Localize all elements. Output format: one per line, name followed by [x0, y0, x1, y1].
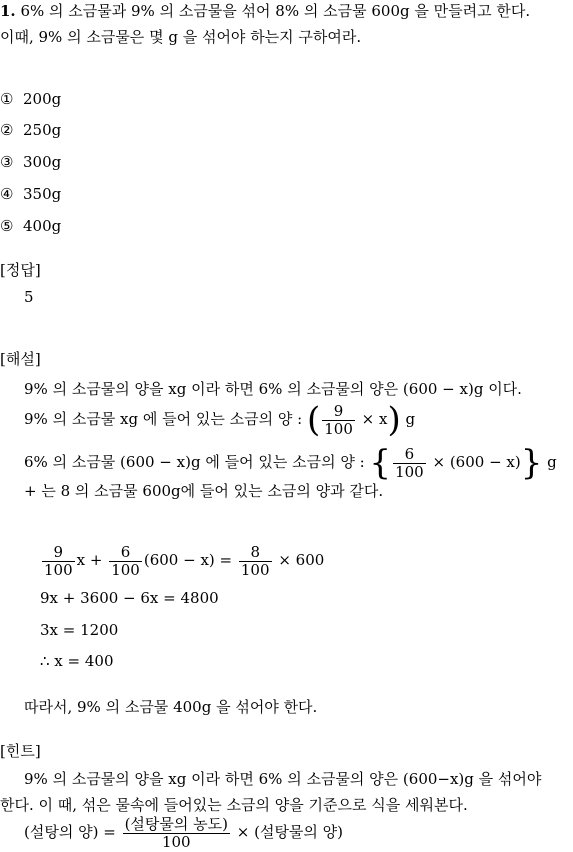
fraction-denominator: 100 — [324, 419, 353, 438]
choice-mark: ⑤ — [0, 217, 14, 235]
fraction-denominator: 100 — [44, 560, 73, 579]
hint-formula — [24, 812, 343, 852]
fraction-eq-2 — [109, 544, 142, 579]
explanation-line-2 — [24, 399, 415, 439]
fraction-numerator: 8 — [250, 542, 260, 561]
fraction-denominator: 100 — [240, 560, 270, 579]
explanation-line-2-text: 9% 의 소금물 xg 에 들어 있는 소금의 양 : — [24, 410, 303, 428]
question-line-2: 이때, 9% 의 소금물은 몇 g 을 섞어야 하는지 구하여라. — [0, 28, 362, 46]
choice-mark: ② — [0, 121, 14, 139]
equation-4: ∴ x = 400 — [40, 652, 114, 670]
brace-open: { — [369, 443, 392, 483]
explanation-conclusion: 따라서, 9% 의 소금물 400g 을 섞어야 한다. — [24, 698, 318, 716]
equation-2: 9x + 3600 − 6x = 4800 — [40, 589, 219, 607]
choice-2[interactable] — [0, 119, 61, 141]
fraction-numerator: 6 — [404, 444, 415, 463]
hint-line-1: 9% 의 소금물의 양을 xg 이라 하면 6% 의 소금물의 양은 (600−x)g 을 섞어야 — [24, 770, 542, 788]
hint-line-2: 한다. 이 때, 섞은 물속에 들어있는 소금의 양을 기준으로 식을 세워본다. — [0, 796, 468, 814]
equation-1-mid2: (600 − x) = — [143, 551, 233, 569]
fraction-denominator: 100 — [111, 560, 140, 579]
hint-formula-pre: (설탕의 양) = — [24, 823, 116, 841]
fraction-numerator: 9 — [333, 401, 344, 420]
fraction-denominator: 100 — [123, 833, 230, 851]
answer-label: [정답] — [0, 261, 41, 279]
choice-text: 300g — [23, 153, 62, 171]
equation-3: 3x = 1200 — [40, 621, 119, 639]
explanation-line-3-post: × (600 − x) — [432, 453, 521, 471]
equation-1 — [40, 540, 324, 580]
hint-fraction — [123, 816, 230, 851]
hint-formula-post: × (설탕물의 양) — [236, 823, 344, 841]
fraction-numerator: (설탕물의 농도) — [124, 814, 228, 833]
explanation-label: [해설] — [0, 350, 41, 368]
equation-1-end: × 600 — [278, 551, 325, 569]
explanation-line-3 — [24, 442, 557, 482]
brace-close: } — [520, 443, 543, 483]
hint-label: [힌트] — [0, 742, 41, 760]
choice-text: 400g — [23, 217, 62, 235]
fraction-eq-3 — [239, 544, 272, 579]
question-line-1 — [0, 0, 530, 22]
explanation-line-3-text: 6% 의 소금물 (600 − x)g 에 들어 있는 소금의 양 : — [24, 453, 365, 471]
fraction-6-100 — [393, 446, 426, 481]
fraction-numerator: 9 — [53, 542, 64, 561]
choice-3[interactable] — [0, 151, 61, 173]
choice-4[interactable] — [0, 183, 61, 205]
question-number: 1. — [0, 2, 16, 20]
choice-1[interactable] — [0, 88, 61, 110]
choice-mark: ④ — [0, 185, 14, 203]
question-text-1: 6% 의 소금물과 9% 의 소금물을 섞어 8% 의 소금물 600g 을 만들려고 한다. — [20, 2, 531, 20]
paren-open: ( — [306, 400, 321, 440]
fraction-9-100 — [322, 403, 355, 438]
choice-mark: ③ — [0, 153, 14, 171]
answer-value: 5 — [24, 288, 34, 306]
choice-mark: ① — [0, 90, 14, 108]
fraction-denominator: 100 — [395, 462, 424, 481]
equation-1-mid: x + — [76, 551, 103, 569]
fraction-numerator: 6 — [120, 542, 131, 561]
explanation-line-4: + 는 8 의 소금물 600g에 들어 있는 소금의 양과 같다. — [24, 482, 384, 500]
choice-5[interactable] — [0, 215, 61, 237]
explanation-line-1: 9% 의 소금물의 양을 xg 이라 하면 6% 의 소금물의 양은 (600 − x)g 이다. — [24, 380, 522, 398]
explanation-line-3-unit: g — [547, 453, 557, 471]
choice-text: 250g — [23, 121, 62, 139]
paren-close: ) — [387, 400, 401, 440]
fraction-eq-1 — [42, 544, 75, 579]
choice-text: 350g — [23, 185, 62, 203]
choice-text: 200g — [23, 90, 62, 108]
explanation-line-2-post: × x — [361, 410, 388, 428]
explanation-line-2-unit: g — [405, 410, 416, 428]
